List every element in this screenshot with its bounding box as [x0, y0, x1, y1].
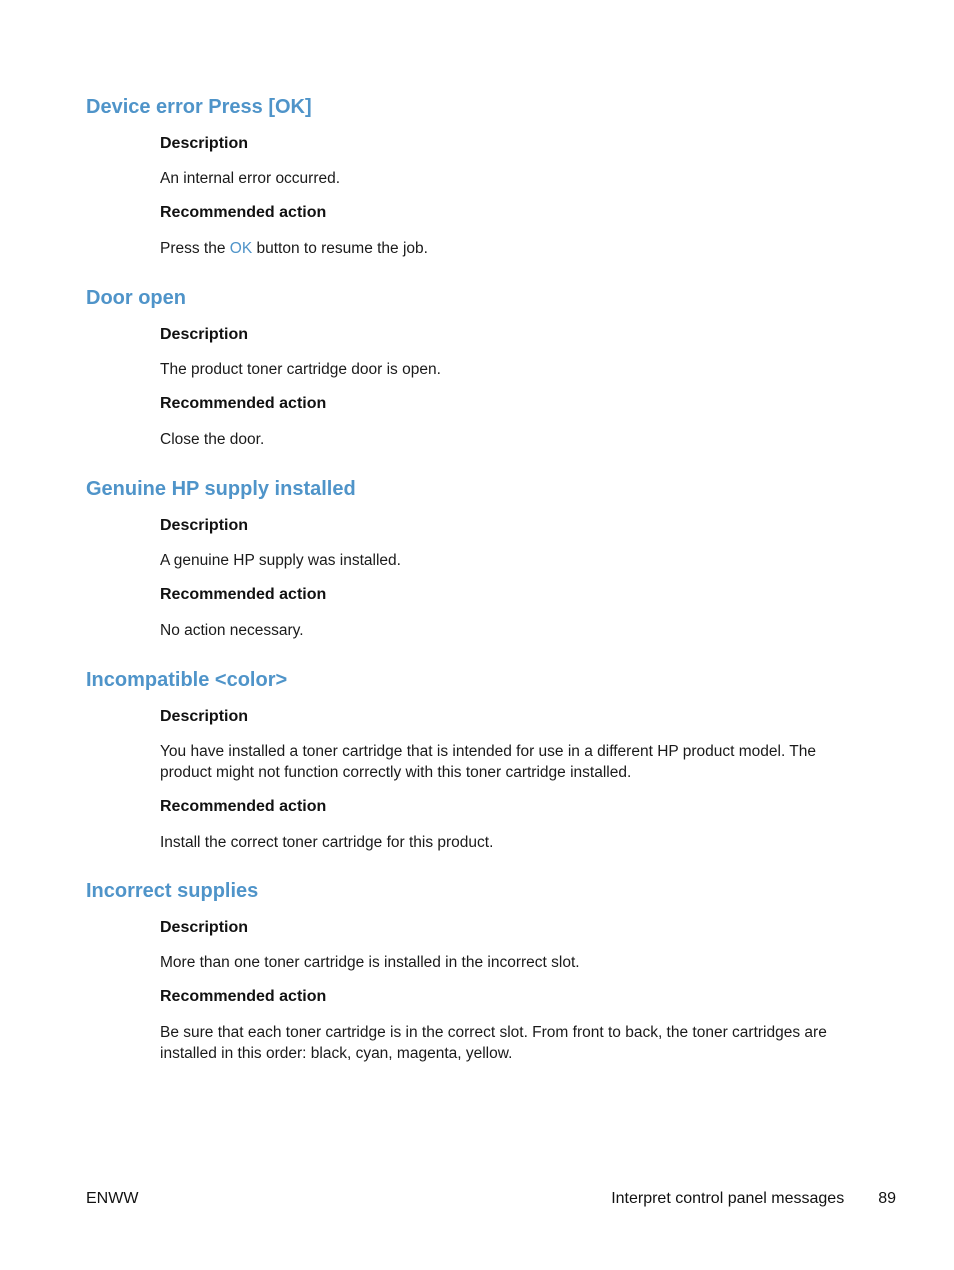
footer-doc-code: ENWW — [86, 1190, 139, 1207]
description-text: More than one toner cartridge is installed in the incorrect slot. — [160, 954, 580, 971]
section-door-open — [86, 285, 846, 450]
action-label: Recommended action — [160, 204, 327, 221]
description-label: Description — [160, 708, 249, 725]
description-text: The product toner cartridge door is open. — [160, 361, 441, 378]
action-text: Close the door. — [160, 431, 265, 448]
section-device-error — [86, 94, 846, 259]
section-title: Incompatible <color> — [86, 669, 288, 691]
action-label: Recommended action — [160, 395, 327, 412]
description-text: A genuine HP supply was installed. — [160, 552, 401, 569]
action-text: Install the correct toner cartridge for this product. — [160, 834, 494, 851]
description-text: You have installed a toner cartridge that is intended for use in a different HP product model. The product might not function correctly with this toner cartridge installed. — [160, 743, 817, 781]
description-label: Description — [160, 135, 249, 152]
action-text: Be sure that each toner cartridge is in the correct slot. From front to back, the toner cartridges are installed in this order: black, cyan, magenta, yellow. — [160, 1024, 827, 1062]
section-title: Device error Press [OK] — [86, 96, 312, 118]
action-text — [160, 238, 846, 259]
section-title: Genuine HP supply installed — [86, 478, 356, 500]
description-label: Description — [160, 919, 249, 936]
section-title: Incorrect supplies — [86, 880, 259, 902]
description-text: An internal error occurred. — [160, 170, 341, 187]
page-footer — [86, 1188, 896, 1210]
action-label: Recommended action — [160, 586, 327, 603]
action-label: Recommended action — [160, 798, 327, 815]
action-text-after: button to resume the job. — [252, 240, 428, 257]
action-label: Recommended action — [160, 988, 327, 1005]
footer-right — [611, 1188, 896, 1210]
section-incompatible-color — [86, 667, 846, 853]
footer-chapter-title: Interpret control panel messages — [611, 1190, 845, 1207]
section-genuine-hp-supply — [86, 476, 846, 641]
footer-page-number: 89 — [878, 1190, 896, 1207]
description-label: Description — [160, 517, 249, 534]
section-title: Door open — [86, 287, 186, 309]
action-text-before: Press the — [160, 240, 230, 257]
ok-button-link[interactable]: OK — [229, 240, 253, 257]
section-incorrect-supplies — [86, 878, 846, 1064]
action-text: No action necessary. — [160, 622, 304, 639]
description-label: Description — [160, 326, 249, 343]
